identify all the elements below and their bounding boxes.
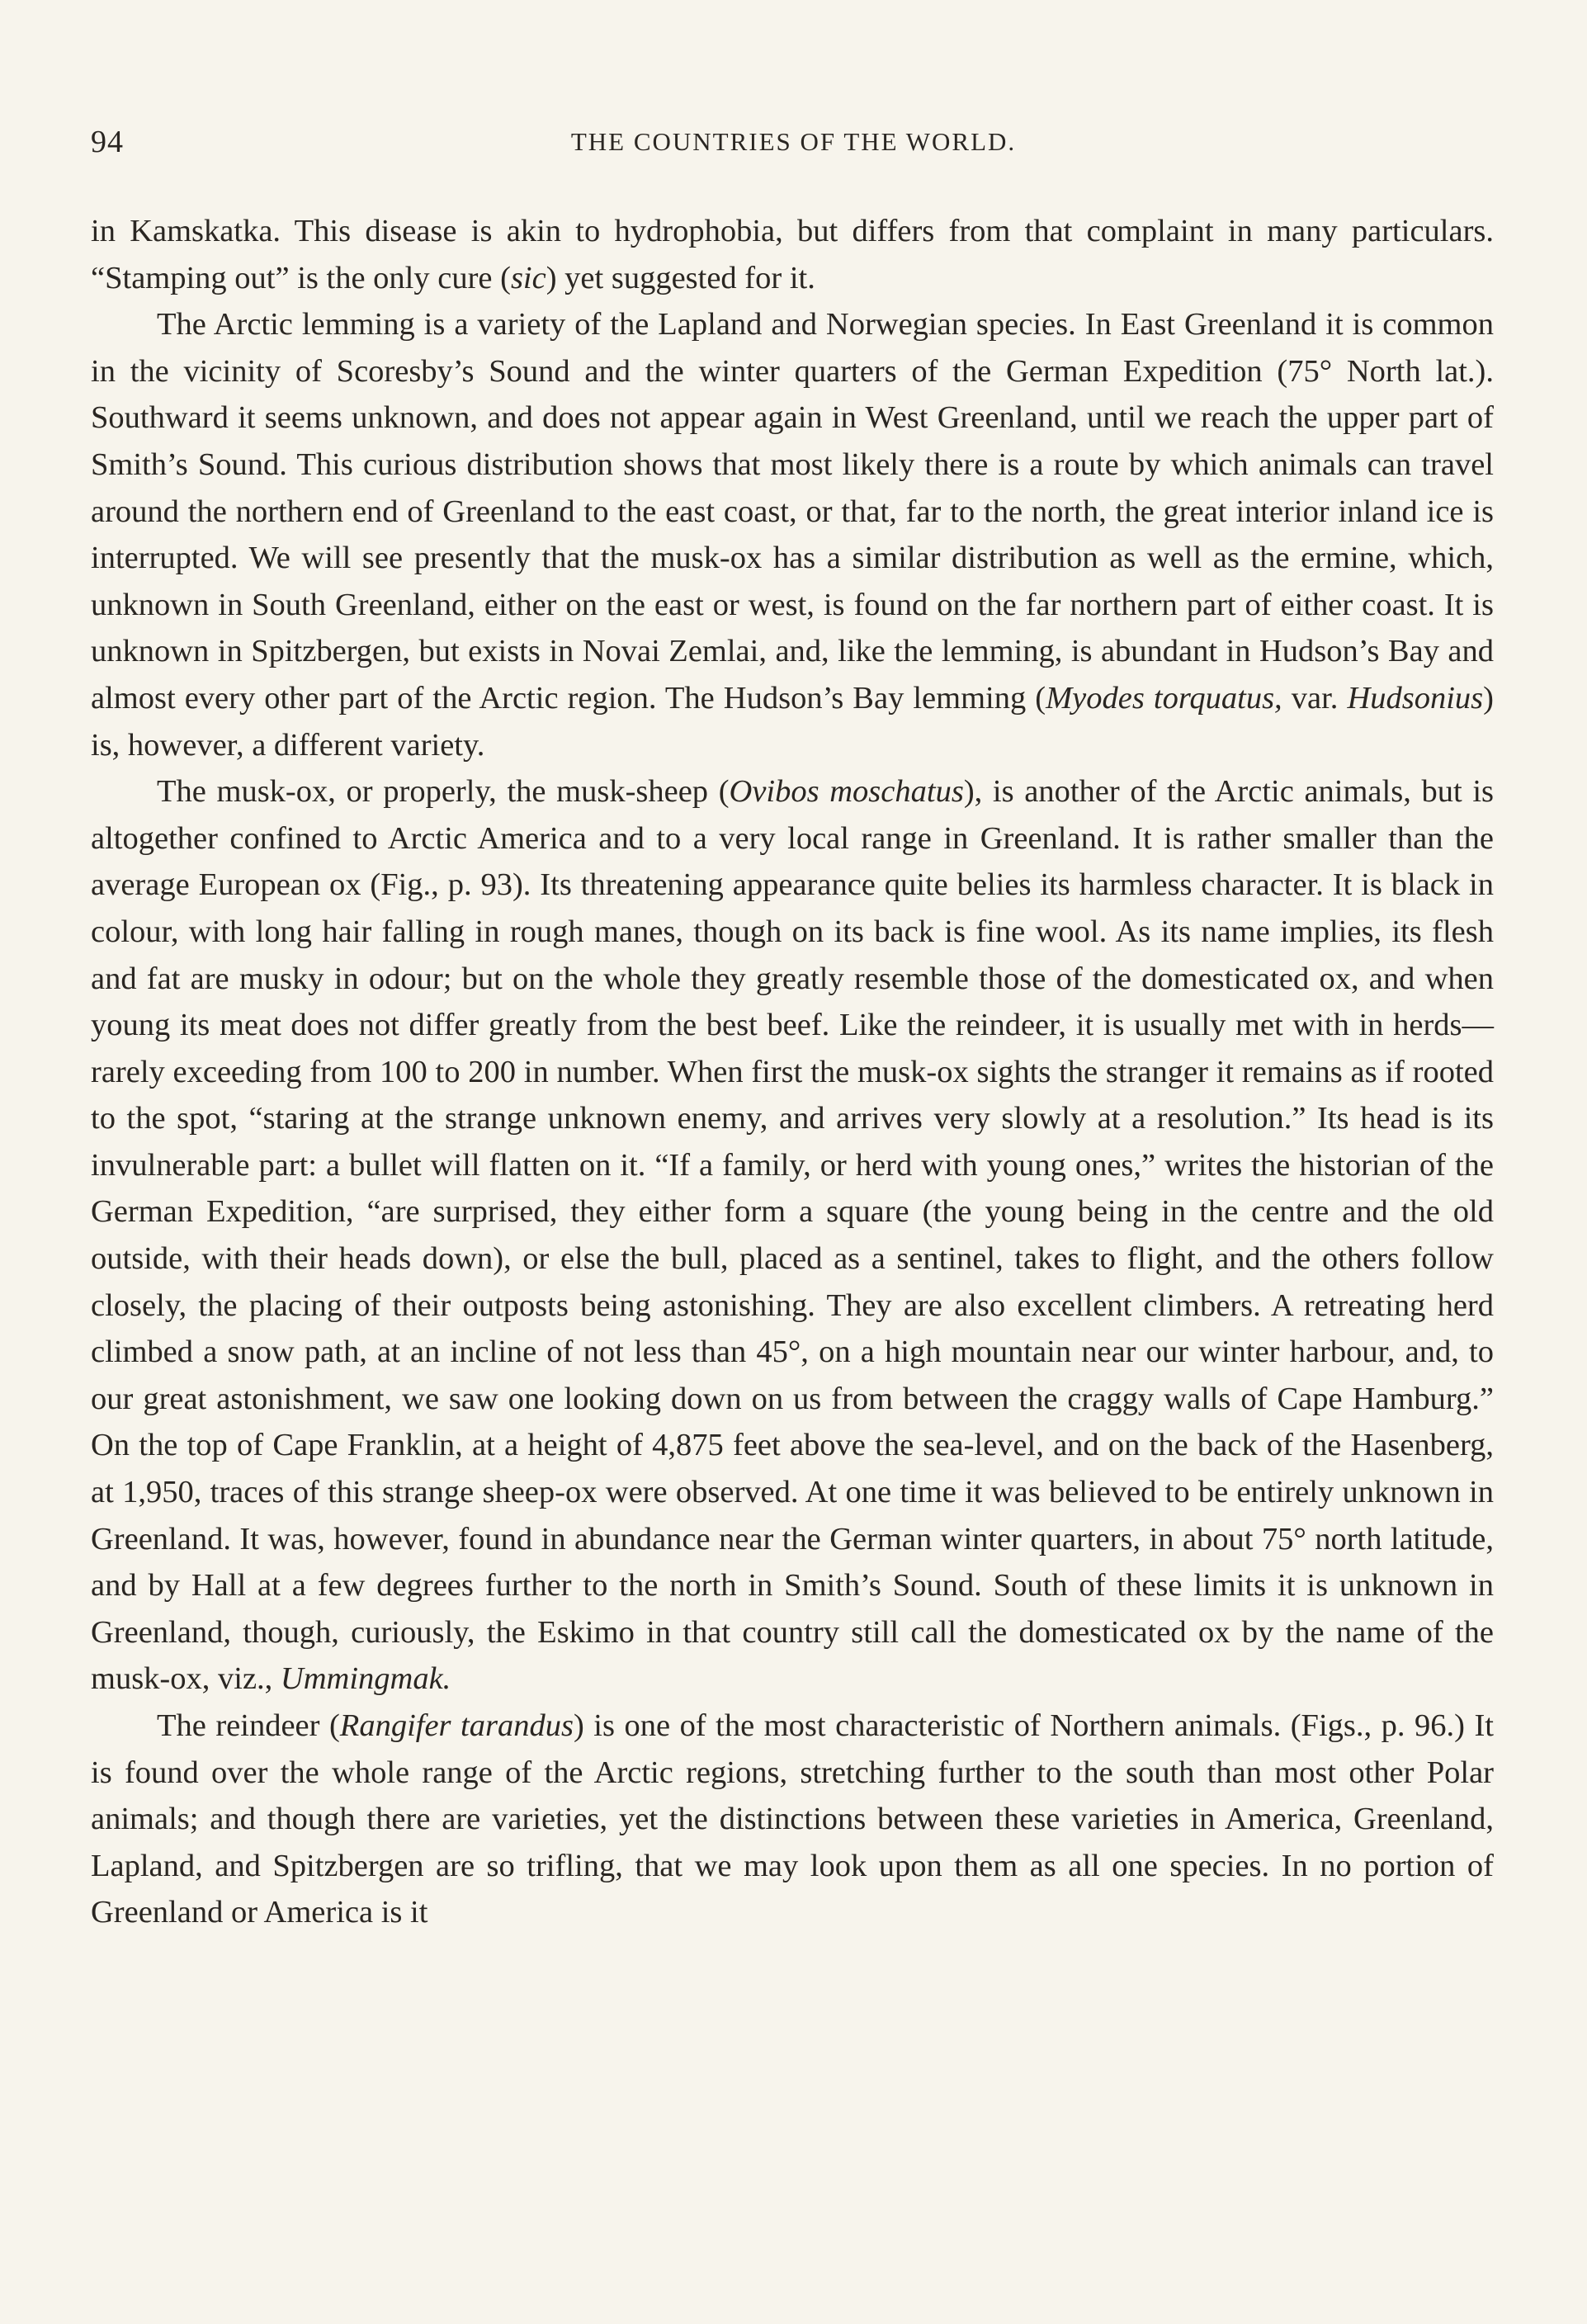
paragraph-text: ) is, however, a different variety. [91, 680, 1494, 763]
paragraph-arctic-lemming [91, 301, 1494, 768]
page-number: 94 [91, 125, 124, 159]
paragraph-text: The musk-ox, or properly, the musk-sheep ( [157, 774, 730, 810]
paragraph-text: in Kamskatka. This disease is akin to hydrophobia, but differs from that complaint in many particulars. “Stamping out” is the only cure ( [91, 214, 1494, 295]
body-text [91, 208, 1494, 1936]
paragraph-text: The reindeer ( [157, 1708, 340, 1743]
italic-term: Myodes torquatus, [1046, 680, 1282, 716]
italic-term: sic [510, 260, 546, 295]
paragraph-text: The Arctic lemming is a variety of the Lapland and Norwegian species. In East Greenland it is common in the vicinity of Scoresby’s Sound and the winter quarters of the German Expedition (75° North lat.). Southward it seems unknown, and does not appear again in West Greenland, until we reach the upper part of Smith’s Sound. This curious distribution shows that most likely there is a route by which animals can travel around the northern end of Greenland to the east coast, or that, far to the north, the great interior inland ice is interrupted. We will see presently that the musk-ox has a similar distribution as well as the ermine, which, unknown in South Greenland, either on the east or west, is found on the far northern part of either coast. It is unknown in Spitzbergen, but exists in Novai Zemlai, and, like the lemming, is abundant in Hudson’s Bay and almost every other part of the Arctic region. The Hudson’s Bay lemming ( [91, 307, 1494, 716]
paragraph-musk-ox [91, 768, 1494, 1703]
italic-term: Hudsonius [1347, 680, 1484, 716]
italic-term: Ummingmak. [280, 1661, 451, 1697]
paragraph-reindeer [91, 1703, 1494, 1936]
italic-term: Rangifer tarandus [339, 1708, 574, 1743]
running-title: THE COUNTRIES OF THE WORLD. [570, 127, 1017, 156]
paragraph-text: ), is another of the Arctic animals, but is altogether confined to Arctic America and to a very local range in Greenland. It is rather smaller than the average European ox (Fig., p. 93). Its threatening appearance quite belies its harmless character. It is black in colour, with long hair falling in rough manes, though on its back is fine wool. As its name implies, its flesh and fat are musky in odour; but on the whole they greatly resemble those of the domesticated ox, and when young its meat does not differ greatly from the best beef. Like the reindeer, it is usually met with in herds—rarely exceeding from 100 to 200 in number. When first the musk-ox sights the stranger it remains as if rooted to the spot, “staring at the strange unknown enemy, and arrives very slowly at a resolution.” Its head is its invulnerable part: a bullet will flatten on it. “If a family, or herd with young ones,” writes the historian of the German Expedition, “are surprised, they either form a square (the young being in the centre and the old outside, with their heads down), or else the bull, placed as a sentinel, takes to flight, and the others follow closely, the placing of their outposts being astonishing. They are also excellent climbers. A retreating herd climbed a snow path, at an incline of not less than 45°, on a high mountain near our winter harbour, and, to our great astonishment, we saw one looking down on us from between the craggy walls of Cape Hamburg.” On the top of Cape Franklin, at a height of 4,875 feet above the sea-level, and on the back of the Hasenberg, at 1,950, traces of this strange sheep-ox were observed. At one time it was believed to be entirely unknown in Greenland. It was, however, found in abundance near the German winter quarters, in about 75° north latitude, and by Hall at a few degrees further to the north in Smith’s Sound. South of these limits it is unknown in Greenland, though, curiously, the Eskimo in that country still call the domesticated ox by the name of the musk-ox, viz., [91, 774, 1495, 1697]
paragraph-text: ) yet suggested for it. [546, 260, 815, 295]
paragraph-text: ) is one of the most characteristic of Northern animals. (Figs., p. 96.) It is found over the whole range of the Arctic regions, stretching further to the south than most other Polar animals; and though there are varieties, yet the distinctions between these varieties in America, Greenland, Lapland, and Spitzbergen are so trifling, that we may look upon them as all one species. In no portion of Greenland or America is it [91, 1708, 1494, 1930]
page-header [0, 124, 1587, 173]
italic-term: Ovibos moschatus [729, 774, 964, 810]
paragraph-kamskatka-disease [91, 208, 1494, 301]
paragraph-text: var. [1282, 680, 1348, 716]
